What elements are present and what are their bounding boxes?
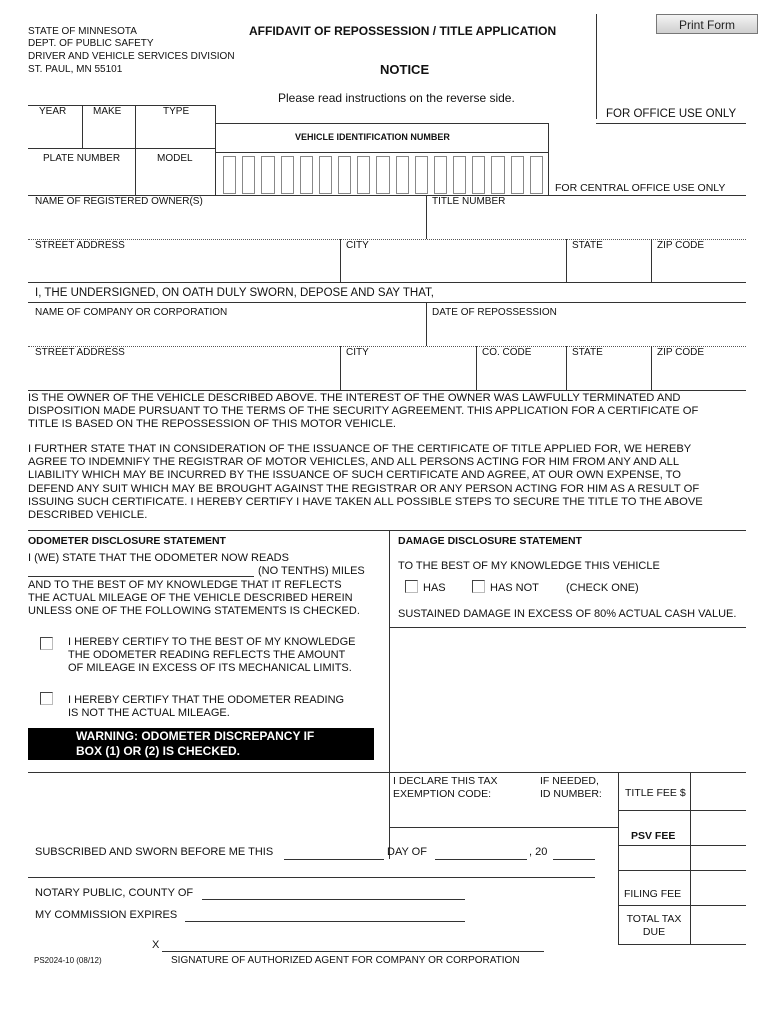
filing-fee-label: FILING FEE xyxy=(624,888,682,900)
year-label: YEAR xyxy=(39,106,67,117)
vin-character-box[interactable] xyxy=(530,156,543,194)
vin-label: VEHICLE IDENTIFICATION NUMBER xyxy=(295,132,450,142)
notice-heading: NOTICE xyxy=(380,62,430,77)
no-tenths-label: (NO TENTHS) MILES xyxy=(258,565,365,577)
notary-county-label: NOTARY PUBLIC, COUNTY OF xyxy=(35,887,194,899)
repossession-date-label: DATE OF REPOSSESSION xyxy=(432,307,557,318)
odometer-not-actual-checkbox[interactable] xyxy=(40,692,53,705)
oath-statement: I, THE UNDERSIGNED, ON OATH DULY SWORN, DEPOSE AND SAY THAT, xyxy=(35,287,434,299)
id-number-label: IF NEEDED, ID NUMBER: xyxy=(540,775,602,800)
owner-city-label: CITY xyxy=(346,240,369,251)
psv-fee-label: PSV FEE xyxy=(631,830,676,842)
odometer-warning-banner: WARNING: ODOMETER DISCREPANCY IF BOX (1) OR (2) IS CHECKED. xyxy=(28,728,374,760)
vin-character-box[interactable] xyxy=(319,156,332,194)
odometer-cert-2-text: I HEREBY CERTIFY THAT THE ODOMETER READING IS NOT THE ACTUAL MILEAGE. xyxy=(68,694,345,720)
type-label: TYPE xyxy=(163,106,190,117)
damage-has-label: HAS xyxy=(423,582,446,594)
company-city-label: CITY xyxy=(346,347,369,358)
owner-state-label: STATE xyxy=(572,240,603,251)
tax-exemption-label: I DECLARE THIS TAX EXEMPTION CODE: xyxy=(393,775,498,800)
agency-line-4: ST. PAUL, MN 55101 xyxy=(28,64,123,75)
company-zip-label: ZIP CODE xyxy=(657,347,705,358)
vin-character-box[interactable] xyxy=(338,156,351,194)
instructions-text: Please read instructions on the reverse side. xyxy=(278,91,515,105)
damage-heading: DAMAGE DISCLOSURE STATEMENT xyxy=(398,535,582,547)
vin-character-box[interactable] xyxy=(261,156,274,194)
office-use-label: FOR OFFICE USE ONLY xyxy=(606,108,737,120)
vin-character-box[interactable] xyxy=(396,156,409,194)
damage-has-checkbox[interactable] xyxy=(405,580,418,593)
print-form-button[interactable]: Print Form xyxy=(656,14,758,34)
ownership-paragraph: IS THE OWNER OF THE VEHICLE DESCRIBED ABOVE. THE INTEREST OF THE OWNER WAS LAWFULLY TERMINATED AND DISPOSITION MADE PURSUANT TO THE TERMS OF THE SECURITY AGREEMENT. THIS APPLICATION FOR A CERTIFICATE OF TITLE IS BASED ON THE REPOSSESSION OF THIS MOTOR VEHICLE. xyxy=(28,392,699,431)
vin-character-box[interactable] xyxy=(300,156,313,194)
check-one-label: (CHECK ONE) xyxy=(566,582,639,594)
agency-line-2: DEPT. OF PUBLIC SAFETY xyxy=(28,38,154,49)
owner-name-label: NAME OF REGISTERED OWNER(S) xyxy=(35,196,203,207)
odometer-reflects-text: AND TO THE BEST OF MY KNOWLEDGE THAT IT REFLECTS THE ACTUAL MILEAGE OF THE VEHICLE DESCRIBED HEREIN UNLESS ONE OF THE FOLLOWING STATEMENTS IS CHECKED. xyxy=(28,579,360,618)
form-number: PS2024-10 (08/12) xyxy=(34,956,102,965)
agency-line-1: STATE OF MINNESOTA xyxy=(28,26,137,37)
central-office-use-label: FOR CENTRAL OFFICE USE ONLY xyxy=(555,182,726,194)
year-prefix-label: , 20 xyxy=(529,846,548,858)
odometer-heading: ODOMETER DISCLOSURE STATEMENT xyxy=(28,535,226,547)
owner-zip-label: ZIP CODE xyxy=(657,240,705,251)
make-label: MAKE xyxy=(93,106,122,117)
agency-line-3: DRIVER AND VEHICLE SERVICES DIVISION xyxy=(28,51,235,62)
sworn-before-me-label: SUBSCRIBED AND SWORN BEFORE ME THIS xyxy=(35,846,274,858)
indemnity-paragraph: I FURTHER STATE THAT IN CONSIDERATION OF THE ISSUANCE OF THE CERTIFICATE OF TITLE APPLIED FOR, WE HEREBY AGREE TO INDEMNIFY THE REGISTRAR OF MOTOR VEHICLES, AND ALL PERSONS ACTING FOR HIM FROM ANY AND ALL LIABILITY WHICH MAY BE INCURRED BY THE ISSUANCE OF SUCH CERTIFICATE AND AGREE, AT OUR OWN EXPENSE, TO DEFEND ANY SUIT WHICH MAY BE BROUGHT AGAINST THE REGISTRAR OR ANY PERSON ACTING FOR HIM AS A RESULT OF ISSUING SUCH CERTIFICATE. I HEREBY CERTIFY I HAVE TAKEN ALL POSSIBLE STEPS TO SECURE THE TITLE TO THE ABOVE DESCRIBED VEHICLE. xyxy=(28,443,703,522)
odometer-exceeds-limits-checkbox[interactable] xyxy=(40,637,53,650)
company-street-label: STREET ADDRESS xyxy=(35,347,125,358)
vin-character-box[interactable] xyxy=(376,156,389,194)
damage-has-not-label: HAS NOT xyxy=(490,582,539,594)
vin-character-box[interactable] xyxy=(223,156,236,194)
vin-character-box[interactable] xyxy=(357,156,370,194)
signature-line-label: SIGNATURE OF AUTHORIZED AGENT FOR COMPANY OR CORPORATION xyxy=(171,955,520,966)
form-title: AFFIDAVIT OF REPOSSESSION / TITLE APPLICATION xyxy=(249,24,557,38)
vin-character-box[interactable] xyxy=(415,156,428,194)
vin-character-box[interactable] xyxy=(491,156,504,194)
odometer-reads-text: I (WE) STATE THAT THE ODOMETER NOW READS xyxy=(28,552,289,564)
vin-character-box[interactable] xyxy=(434,156,447,194)
title-number-label: TITLE NUMBER xyxy=(432,196,506,207)
company-name-label: NAME OF COMPANY OR CORPORATION xyxy=(35,307,228,318)
damage-has-not-checkbox[interactable] xyxy=(472,580,485,593)
total-tax-due-label: TOTAL TAX DUE xyxy=(626,913,682,938)
company-county-code-label: CO. CODE xyxy=(482,347,532,358)
plate-number-label: PLATE NUMBER xyxy=(43,153,121,164)
vin-character-box[interactable] xyxy=(242,156,255,194)
damage-intro-text: TO THE BEST OF MY KNOWLEDGE THIS VEHICLE xyxy=(398,560,660,572)
vin-character-box[interactable] xyxy=(511,156,524,194)
day-of-label: DAY OF xyxy=(387,846,427,858)
vin-character-box[interactable] xyxy=(281,156,294,194)
company-state-label: STATE xyxy=(572,347,603,358)
odometer-cert-1-text: I HEREBY CERTIFY TO THE BEST OF MY KNOWLEDGE THE ODOMETER READING REFLECTS THE AMOUNT OF MILEAGE IN EXCESS OF ITS MECHANICAL LIMITS. xyxy=(68,636,356,675)
vin-character-box[interactable] xyxy=(453,156,466,194)
model-label: MODEL xyxy=(157,153,193,164)
damage-sustained-text: SUSTAINED DAMAGE IN EXCESS OF 80% ACTUAL CASH VALUE. xyxy=(398,608,737,620)
commission-expires-label: MY COMMISSION EXPIRES xyxy=(35,909,178,921)
vin-character-box[interactable] xyxy=(472,156,485,194)
title-fee-label: TITLE FEE $ xyxy=(625,787,686,799)
owner-street-label: STREET ADDRESS xyxy=(35,240,125,251)
signature-x-mark: X xyxy=(152,939,160,951)
